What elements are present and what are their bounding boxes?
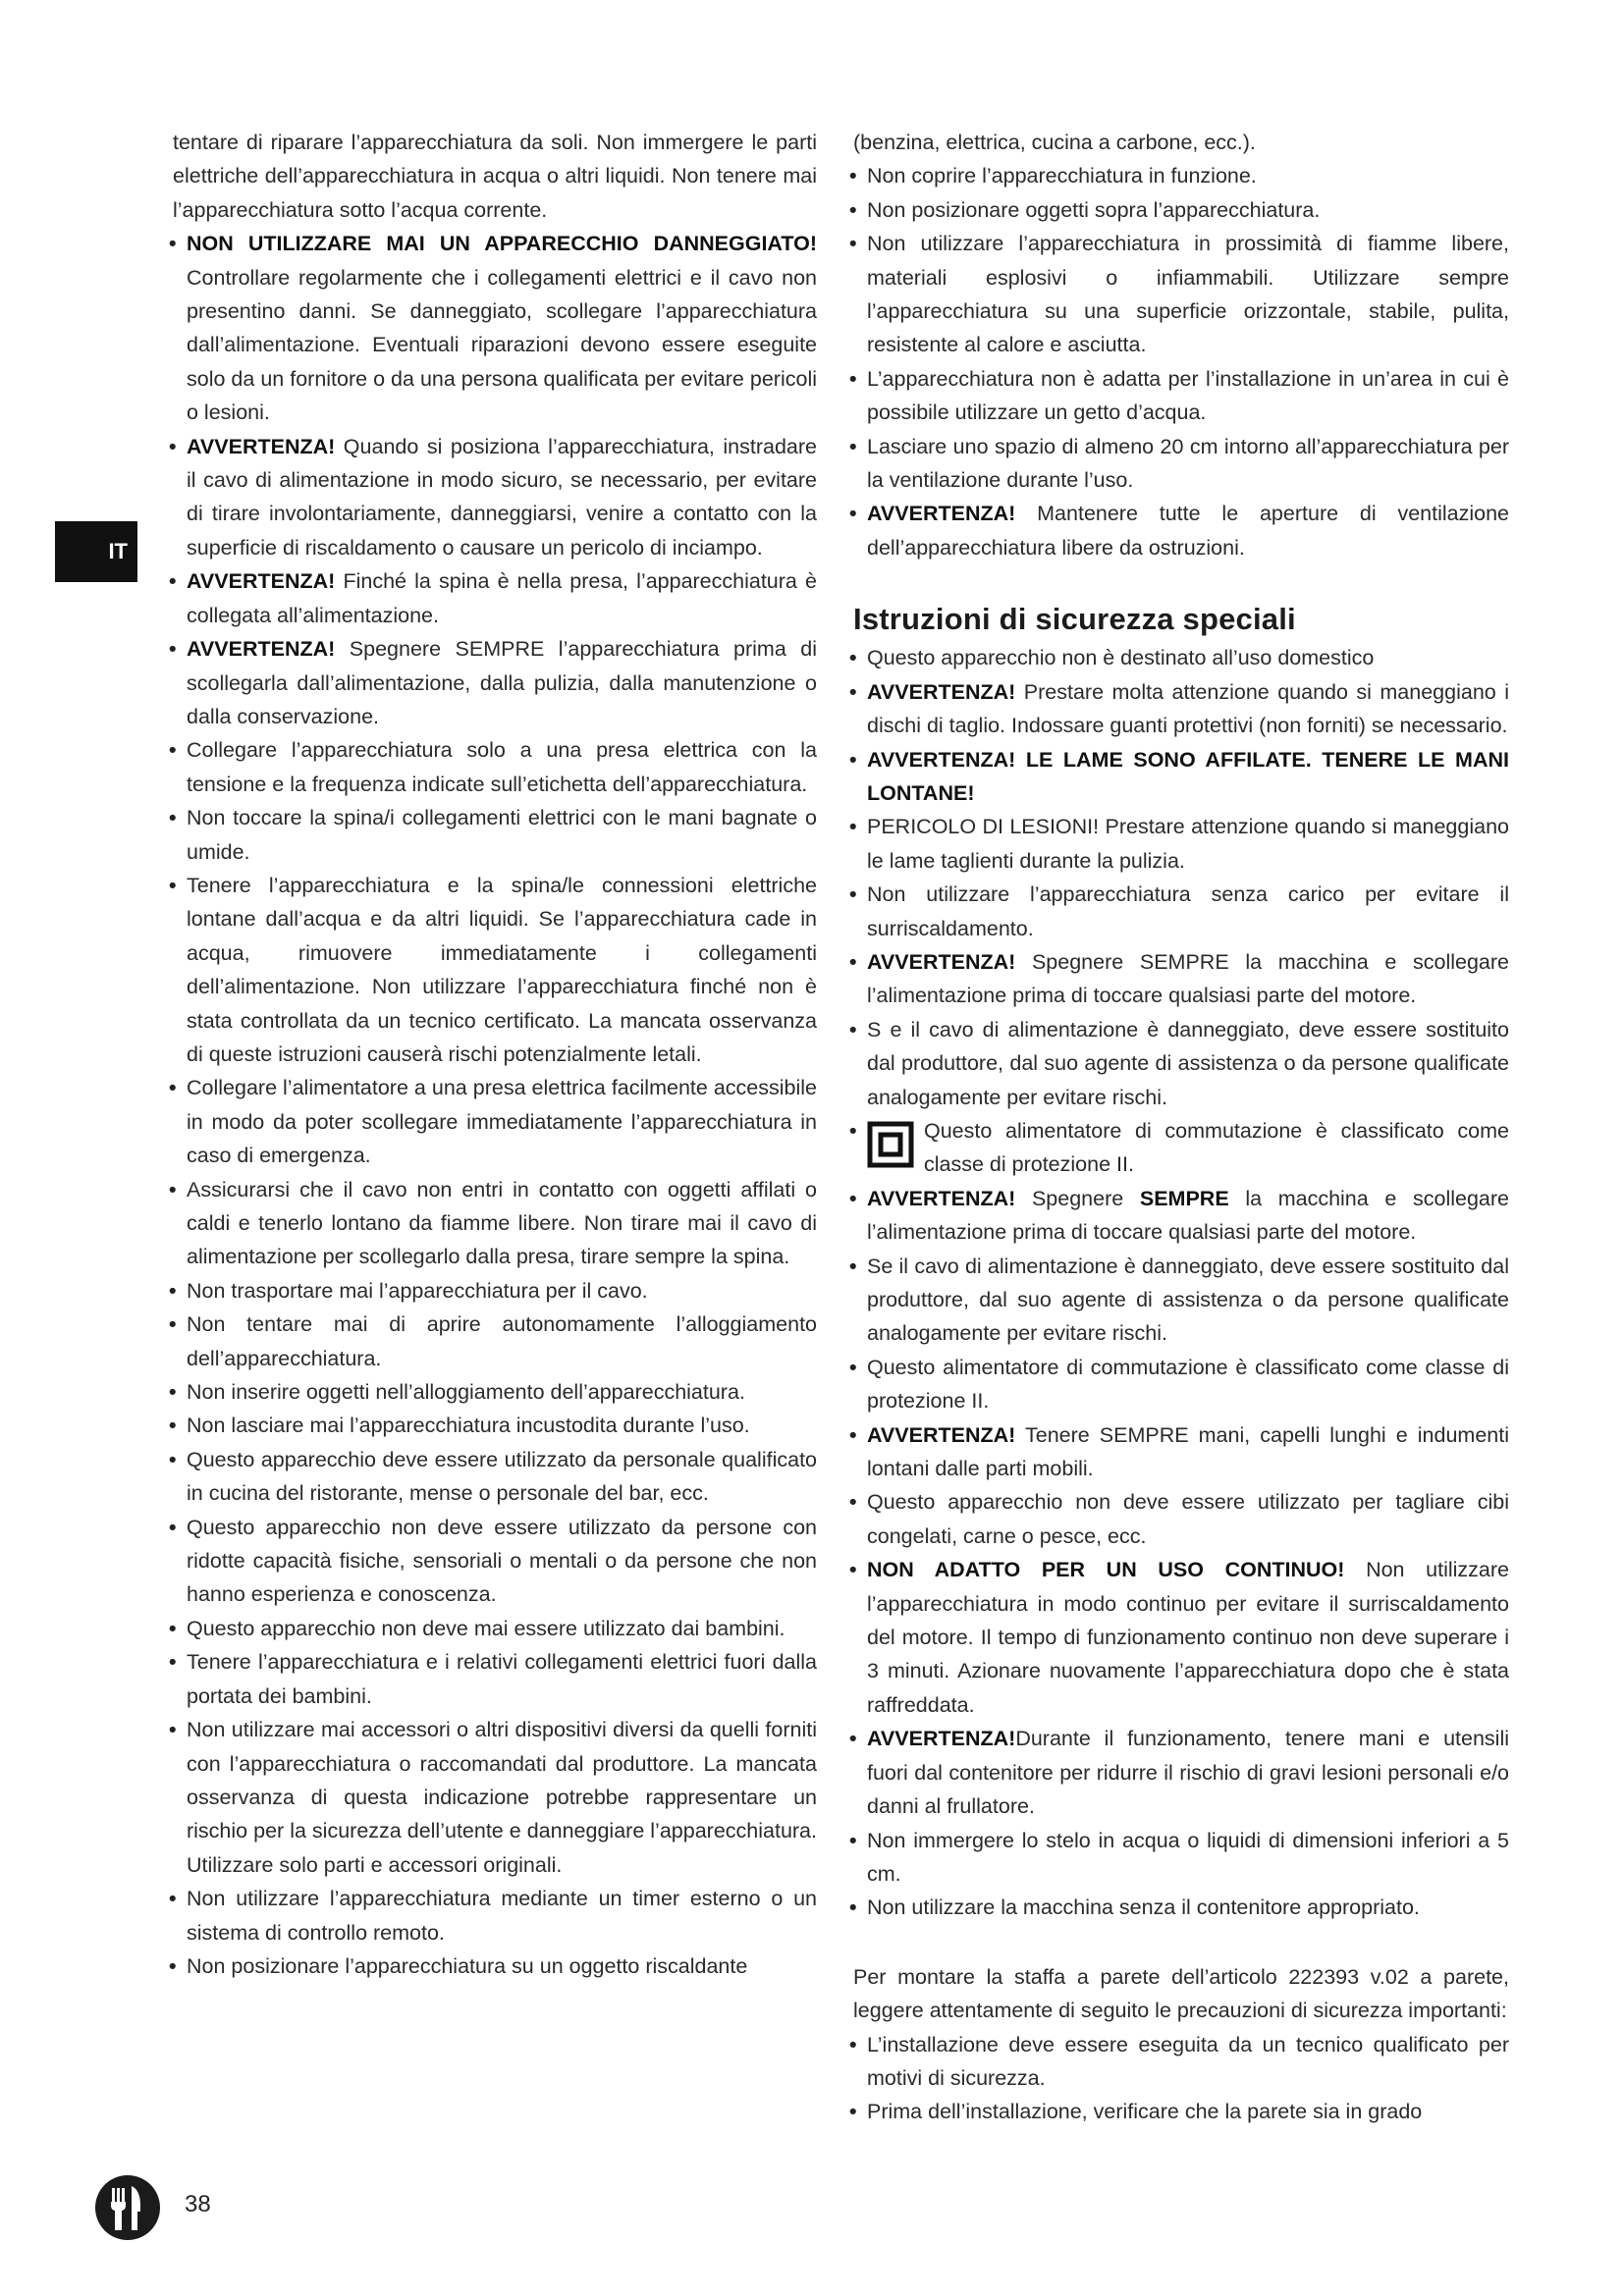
item-text: Questo apparecchio non deve essere utilizzato per tagliare cibi congelati, carne o pesce, ecc. — [867, 1490, 1509, 1548]
item-lead: AVVERTENZA! — [867, 502, 1016, 526]
item-lead: NON ADATTO PER UN USO CONTINUO! — [867, 1558, 1345, 1582]
item-lead: AVVERTENZA! — [867, 1186, 1016, 1210]
item-text: Non coprire l’apparecchiatura in funzione. — [867, 164, 1257, 188]
right-column — [853, 126, 1509, 2129]
list-item — [173, 1409, 817, 1442]
special-safety-list — [853, 641, 1509, 1114]
item-text: Non posizionare oggetti sopra l’apparecchiatura. — [867, 197, 1321, 222]
item-text: Finché la spina è nella presa, l’apparecchiatura è collegata all’alimentazione. — [187, 569, 817, 627]
list-item — [853, 1418, 1509, 1486]
class-ii-double-insulation-icon — [867, 1118, 914, 1173]
right-intro: (benzina, elettrica, cucina a carbone, ecc.). — [853, 131, 1256, 154]
item-text: Prestare molta attenzione quando si maneggiano i dischi di taglio. Indossare guanti protettivi (non forniti) se necessario. — [867, 679, 1509, 738]
list-item — [853, 1250, 1509, 1351]
item-text: Spegnere SEMPRE l’apparecchiatura prima di scollegarla dall’alimentazione, dalla pulizia, dalla manutenzione o dalla conservazione. — [187, 637, 817, 728]
item-text: Non trasportare mai l’apparecchiatura per il cavo. — [187, 1278, 648, 1303]
right-safety-list-a — [853, 159, 1509, 564]
item-text: Questo apparecchio non deve mai essere utilizzato dai bambini. — [187, 1616, 785, 1640]
list-item — [853, 1553, 1509, 1722]
cutlery-icon — [94, 2174, 161, 2241]
list-item — [173, 227, 817, 429]
list-item — [173, 430, 817, 565]
item-text: Non lasciare mai l’apparecchiatura incustodita durante l’uso. — [187, 1414, 750, 1438]
item-text: S e il cavo di alimentazione è danneggiato, deve essere sostituito dal produttore, dal suo agente di assistenza o da persone qualificate analogamente per evitare rischi. — [867, 1017, 1509, 1109]
item-text: Collegare l’apparecchiatura solo a una presa elettrica con la tensione e la frequenza indicate sull’etichetta dell’apparecchiatura. — [187, 738, 817, 796]
item-text: Questo alimentatore di commutazione è classificato come classe di protezione II. — [867, 1355, 1509, 1414]
item-text: Tenere l’apparecchiatura e la spina/le connessioni elettriche lontane dall’acqua e da altri liquidi. Se l’apparecchiatura cade in acqua, rimuovere immediatamente i collegamenti dell’alimentazione. Non utilizzare l’apparecchiatura finché non è stata controllata da un tecnico certificato. La mancata osservanza di queste istruzioni causerà rischi potenzialmente letali. — [187, 873, 817, 1066]
list-item — [173, 1375, 817, 1409]
item-text: Controllare regolarmente che i collegamenti elettrici e il cavo non presentino danni. Se danneggiato, scollegare l’apparecchiatura dall’alimentazione. Eventuali riparazioni devono essere eseguite solo da un fornitore o da una persona qualificata per evitare pericoli o lesioni. — [187, 265, 817, 425]
item-text: Non toccare la spina/i collegamenti elettrici con le mani bagnate o umide. — [187, 806, 817, 864]
item-text: Non utilizzare la macchina senza il contenitore appropriato. — [867, 1896, 1420, 1920]
list-item — [173, 1949, 817, 1983]
item-text: Tenere l’apparecchiatura e i relativi collegamenti elettrici fuori dalla portata dei bambini. — [187, 1650, 817, 1708]
list-item — [853, 2028, 1509, 2096]
item-lead: AVVERTENZA! — [187, 434, 336, 458]
list-item — [173, 1612, 817, 1645]
list-item — [173, 801, 817, 869]
list-item — [173, 1511, 817, 1612]
item-lead: AVVERTENZA! — [867, 1422, 1016, 1447]
item-text: Non inserire oggetti nell’alloggiamento dell’apparecchiatura. — [187, 1380, 745, 1405]
list-item — [173, 1173, 817, 1274]
item-strong: SEMPRE — [1139, 1186, 1229, 1210]
right-safety-list-c — [853, 1250, 1509, 1925]
list-item — [853, 945, 1509, 1013]
list-item — [853, 675, 1509, 743]
item-lead: AVVERTENZA! — [867, 1727, 1016, 1751]
item-text: la macchina e scollegare l’alimentazione prima di toccare qualsiasi parte del motore. — [867, 1186, 1509, 1245]
item-text: Lasciare uno spazio di almeno 20 cm intorno all’apparecchiatura per la ventilazione durante l’uso. — [867, 434, 1509, 493]
class2-text: Questo alimentatore di commutazione è classificato come classe di protezione II. — [924, 1118, 1509, 1177]
item-lead: AVVERTENZA! — [867, 949, 1016, 974]
item-text: Non utilizzare l’apparecchiatura mediante un timer esterno o un sistema di controllo remoto. — [187, 1887, 817, 1945]
list-item — [173, 1443, 817, 1511]
list-item — [853, 1722, 1509, 1823]
list-item — [853, 1182, 1509, 1250]
language-tab — [55, 521, 137, 582]
item-text: Se il cavo di alimentazione è danneggiato, deve essere sostituito dal produttore, dal suo agente di assistenza o da persone qualificate analogamente per evitare rischi. — [867, 1254, 1509, 1346]
left-intro: tentare di riparare l’apparecchiatura da soli. Non immergere le parti elettriche dell’apparecchiatura in acqua o altri liquidi. Non tenere mai l’apparecchiatura sotto l’acqua corrente. — [173, 131, 817, 222]
list-item — [853, 362, 1509, 430]
list-item — [853, 193, 1509, 227]
special-safety-heading: Istruzioni di sicurezza speciali — [853, 602, 1296, 637]
item-text: Non immergere lo stelo in acqua o liquidi di dimensioni inferiori a 5 cm. — [867, 1828, 1509, 1886]
item-lead: AVVERTENZA! — [187, 569, 336, 594]
page-number: 38 — [185, 2191, 211, 2217]
list-item — [853, 1013, 1509, 1114]
list-item — [173, 564, 817, 632]
item-lead: AVVERTENZA! — [867, 679, 1016, 704]
list-item — [173, 869, 817, 1071]
list-item — [853, 1824, 1509, 1892]
item-text: Assicurarsi che il cavo non entri in contatto con oggetti affilati o caldi e tenerlo lontano da fiamme libere. Non tirare mai il cavo di alimentazione per scollegarlo dalla presa, tirare sempre la spina. — [187, 1177, 817, 1269]
class2-list — [853, 1114, 1509, 1250]
list-item — [173, 1882, 817, 1949]
left-column — [173, 126, 817, 1983]
item-text: Prima dell’installazione, verificare che la parete sia in grado — [867, 2100, 1423, 2124]
list-item — [853, 878, 1509, 945]
item-text: Non utilizzare l’apparecchiatura in prossimità di fiamme libere, materiali esplosivi o infiammabili. Utilizzare sempre l’apparecchiatura su una superficie orizzontale, stabile, pulita, resistente al calore e asciutta. — [867, 232, 1509, 357]
wall-mount-intro: Per montare la staffa a parete dell’articolo 222393 v.02 a parete, leggere attentamente di seguito le precauzioni di sicurezza importanti: — [853, 1964, 1509, 2023]
item-text: Non utilizzare l’apparecchiatura in modo continuo per evitare il surriscaldamento del motore. Il tempo di funzionamento continuo non deve superare i 3 minuti. Azionare nuovamente l’apparecchiatura dopo che è stata raffreddata. — [867, 1558, 1509, 1717]
item-text: Tenere SEMPRE mani, capelli lunghi e indumenti lontani dalle parti mobili. — [867, 1422, 1509, 1481]
list-item — [853, 743, 1509, 811]
list-item — [853, 810, 1509, 878]
list-item — [853, 227, 1509, 362]
wall-mount-list — [853, 2028, 1509, 2129]
list-item — [853, 159, 1509, 192]
item-text: Spegnere — [1015, 1186, 1140, 1210]
item-text: Non posizionare l’apparecchiatura su un oggetto riscaldante — [187, 1953, 748, 1978]
language-label: IT — [108, 539, 128, 563]
item-lead: AVVERTENZA! LE LAME SONO AFFILATE. TENERE LE MANI LONTANE! — [867, 747, 1509, 805]
left-safety-list — [173, 227, 817, 1983]
list-item — [853, 1485, 1509, 1553]
list-item — [853, 2095, 1509, 2128]
item-text: Questo apparecchio non è destinato all’uso domestico — [867, 646, 1375, 670]
list-item — [173, 1071, 817, 1172]
item-lead: AVVERTENZA! — [187, 637, 336, 662]
item-text: Non utilizzare mai accessori o altri dispositivi diversi da quelli forniti con l’apparecchiatura o raccomandati dal produttore. La mancata osservanza di questa indicazione potrebbe rappresentare un rischio per la sicurezza dell’utente e danneggiare l’apparecchiatura. Utilizzare solo parti e accessori originali. — [187, 1718, 817, 1877]
list-item — [853, 430, 1509, 498]
item-text: PERICOLO DI LESIONI! Prestare attenzione quando si maneggiano le lame taglienti durante la pulizia. — [867, 815, 1509, 873]
list-item — [853, 641, 1509, 674]
item-text: Quando si posiziona l’apparecchiatura, instradare il cavo di alimentazione in modo sicuro, se necessario, per evitare di tirare involontariamente, danneggiarsi, venire a contatto con la superficie di riscaldamento o causare un pericolo di inciampo. — [187, 434, 817, 560]
list-item — [173, 733, 817, 801]
list-item — [173, 1308, 817, 1375]
list-item — [853, 1891, 1509, 1924]
list-item — [853, 1114, 1509, 1182]
list-item — [853, 497, 1509, 564]
item-text: Durante il funzionamento, tenere mani e utensili fuori dal contenitore per ridurre il rischio di gravi lesioni personali e/o danni al frullatore. — [867, 1727, 1509, 1819]
item-text: Questo apparecchio non deve essere utilizzato da persone con ridotte capacità fisiche, sensoriali o mentali o da persone che non hanno esperienza e conoscenza. — [187, 1515, 817, 1607]
item-text: Spegnere SEMPRE la macchina e scollegare l’alimentazione prima di toccare qualsiasi parte del motore. — [867, 949, 1509, 1008]
item-text: L’apparecchiatura non è adatta per l’installazione in un’area in cui è possibile utilizzare un getto d’acqua. — [867, 366, 1509, 425]
item-text: Non tentare mai di aprire autonomamente l’alloggiamento dell’apparecchiatura. — [187, 1312, 817, 1370]
list-item — [173, 1645, 817, 1713]
item-text: Non utilizzare l’apparecchiatura senza carico per evitare il surriscaldamento. — [867, 882, 1509, 940]
list-item — [173, 632, 817, 733]
item-text: Questo apparecchio deve essere utilizzato da personale qualificato in cucina del ristorante, mense o personale del bar, ecc. — [187, 1447, 817, 1506]
item-text: L’installazione deve essere eseguita da un tecnico qualificato per motivi di sicurezza. — [867, 2032, 1509, 2090]
item-text: Mantenere tutte le aperture di ventilazione dell’apparecchiatura libere da ostruzioni. — [867, 502, 1509, 560]
item-text: Collegare l’alimentatore a una presa elettrica facilmente accessibile in modo da poter scollegare immediatamente l’apparecchiatura in caso di emergenza. — [187, 1076, 817, 1168]
list-item — [173, 1713, 817, 1882]
list-item — [173, 1274, 817, 1308]
item-lead: NON UTILIZZARE MAI UN APPARECCHIO DANNEGGIATO! — [187, 232, 817, 256]
list-item — [853, 1351, 1509, 1418]
